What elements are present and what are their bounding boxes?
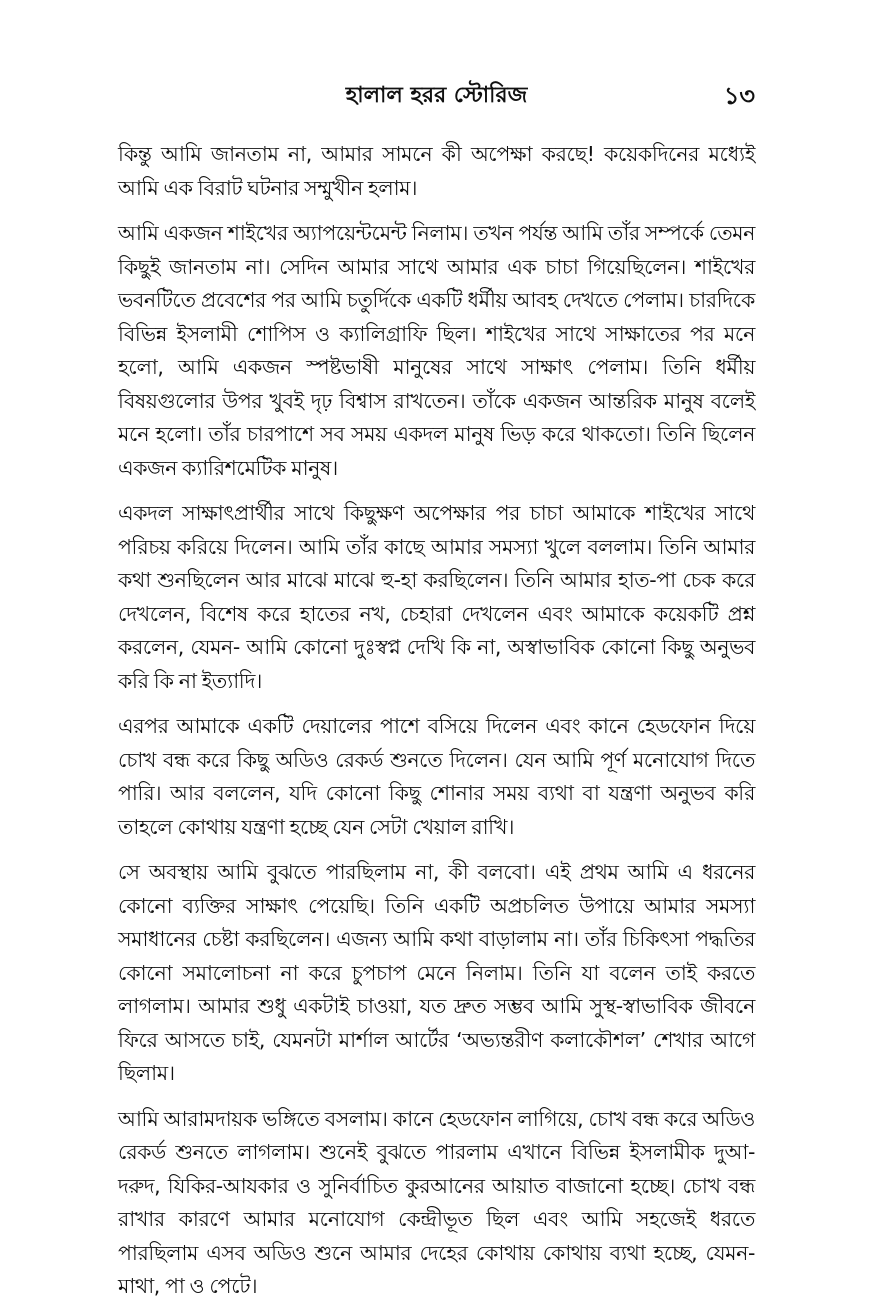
running-title: হালাল হরর স্টোরিজ [345, 83, 528, 108]
page-number: ১৩ [723, 82, 755, 110]
page-header [118, 78, 755, 118]
paragraph: কিন্তু আমি জানতাম না, আমার সামনে কী অপেক্ষা করছে! কয়েকদিনের মধ্যেই আমি এক বিরাট ঘটনার সম্মুখীন হলাম। [118, 142, 755, 200]
paragraph: আমি একজন শাইখের অ্যাপয়েন্টমেন্ট নিলাম। তখন পর্যন্ত আমি তাঁর সম্পর্কে তেমন কিছুই জানতাম না। সেদিন আমার সাথে আমার এক চাচা গিয়েছিলেন। শাইখের ভবনটিতে প্রবেশের পর আমি চতুর্দিকে একটি ধর্মীয় আবহ দেখতে পেলাম। চারদিকে বিভিন্ন ইসলামী শোপিস ও ক্যালিগ্রাফি ছিল। শাইখের সাথে সাক্ষাতের পর মনে হলো, আমি একজন স্পষ্টভাষী মানুষের সাথে সাক্ষাৎ পেলাম। তিনি ধর্মীয় বিষয়গুলোর উপর খুবই দৃঢ় বিশ্বাস রাখতেন। তাঁকে একজন আন্তরিক মানুষ বলেই মনে হলো। তাঁর চারপাশে সব সময় একদল মানুষ ভিড় করে থাকতো। তিনি ছিলেন একজন ক্যারিশমেটিক মানুষ। [118, 221, 755, 480]
paragraph: আমি আরামদায়ক ভঙ্গিতে বসলাম। কানে হেডফোন লাগিয়ে, চোখ বন্ধ করে অডিও রেকর্ড শুনতে লাগলাম। শুনেই বুঝতে পারলাম এখানে বিভিন্ন ইসলামীক দুআ-দরুদ, যিকির-আযকার ও সুনির্বাচিত কুরআনের আয়াত বাজানো হচ্ছে। চোখ বন্ধ রাখার কারণে আমার মনোযোগ কেন্দ্রীভূত ছিল এবং আমি সহজেই ধরতে পারছিলাম এসব অডিও শুনে আমার দেহের কোথায় কোথায় ব্যথা হচ্ছে, যেমন- মাথা, পা ও পেটে। [118, 1106, 755, 1298]
paragraph: সে অবস্থায় আমি বুঝতে পারছিলাম না, কী বলবো। এই প্রথম আমি এ ধরনের কোনো ব্যক্তির সাক্ষাৎ পেয়েছি। তিনি একটি অপ্রচলিত উপায়ে আমার সমস্যা সমাধানের চেষ্টা করছিলেন। এজন্য আমি কথা বাড়ালাম না। তাঁর চিকিৎসা পদ্ধতির কোনো সমালোচনা না করে চুপচাপ মেনে নিলাম। তিনি যা বলেন তাই করতে লাগলাম। আমার শুধু একটাই চাওয়া, যত দ্রুত সম্ভব আমি সুস্থ-স্বাভাবিক জীবনে ফিরে আসতে চাই, যেমনটা মার্শাল আর্টের ‘অভ্যন্তরীণ কলাকৌশল’ শেখার আগে ছিলাম। [118, 860, 755, 1085]
paragraph: একদল সাক্ষাৎপ্রার্থীর সাথে কিছুক্ষণ অপেক্ষার পর চাচা আমাকে শাইখের সাথে পরিচয় করিয়ে দিলেন। আমি তাঁর কাছে আমার সমস্যা খুলে বললাম। তিনি আমার কথা শুনছিলেন আর মাঝে মাঝে হু-হা করছিলেন। তিনি আমার হাত-পা চেক করে দেখলেন, বিশেষ করে হাতের নখ, চেহারা দেখলেন এবং আমাকে কয়েকটি প্রশ্ন করলেন, যেমন- আমি কোনো দুঃস্বপ্ন দেখি কি না, অস্বাভাবিক কোনো কিছু অনুভব করি কি না ইত্যাদি। [118, 501, 755, 693]
paragraph: এরপর আমাকে একটি দেয়ালের পাশে বসিয়ে দিলেন এবং কানে হেডফোন দিয়ে চোখ বন্ধ করে কিছু অডিও রেকর্ড শুনতে দিলেন। যেন আমি পূর্ণ মনোযোগ দিতে পারি। আর বললেন, যদি কোনো কিছু শোনার সময় ব্যথা বা যন্ত্রণা অনুভব করি তাহলে কোথায় যন্ত্রণা হচ্ছে যেন সেটা খেয়াল রাখি। [118, 714, 755, 839]
page-body [118, 138, 755, 1316]
